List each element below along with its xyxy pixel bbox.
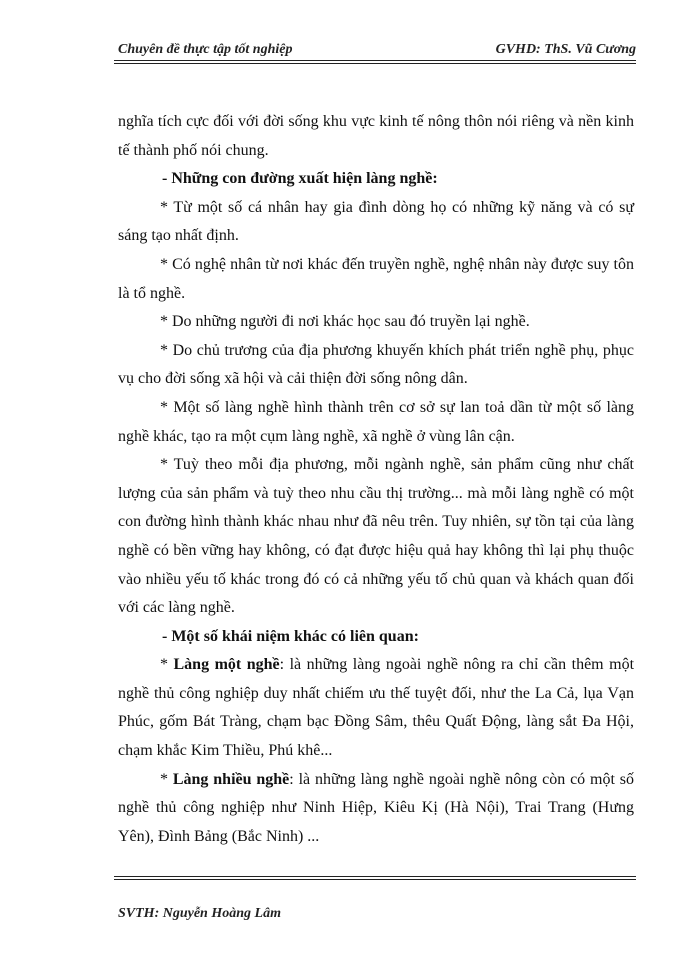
term-single-craft: Làng một nghề — [173, 656, 280, 674]
header-advisor: GVHD: ThS. Vũ Cương — [495, 42, 636, 57]
header-divider — [114, 63, 636, 64]
footer-divider-secondary — [114, 879, 636, 880]
header-title: Chuyên đề thực tập tốt nghiệp — [118, 42, 293, 57]
bullet-marker: * — [160, 656, 174, 674]
definition-single-craft: : là những làng ngoài nghề nông ra chỉ cần thêm một nghề thủ công nghiệp duy nhất chiếm ưu thế tuyệt đối, như the La Cả, lụa Vạn Phúc, gốm Bát Tràng, chạm bạc Đồng Sâm, thêu Quất Động, làng sắt Đa Hội, chạm khắc Kim Thiều, Phú khê... — [118, 656, 635, 760]
paragraph-origin-4: * Do chủ trương của địa phương khuyến khích phát triển nghề phụ, phục vụ cho đời sống xã hội và cải thiện đời sống nông dân. — [118, 341, 634, 388]
paragraph-origin-summary: * Tuỳ theo mỗi địa phương, mỗi ngành nghề, sản phẩm cũng như chất lượng của sản phẩm và tuỳ theo nhu cầu thị trường... mà mỗi làng nghề có một con đường hình thành khác nhau như đã nêu trên. Tuy nhiên, sự tồn tại của làng nghề có bền vững hay không, có đạt được hiệu quả hay không thì lại phụ thuộc vào nhiều yếu tố khác trong đó có cả những yếu tố chủ quan và khách quan đối với các làng nghề. — [118, 456, 634, 617]
paragraph-origin-1: * Từ một số cá nhân hay gia đình dòng họ có những kỹ năng và có sự sáng tạo nhất định. — [118, 198, 634, 245]
paragraph-single-craft-village — [118, 651, 634, 765]
document-body — [118, 108, 634, 851]
section-heading-origins: - Những con đường xuất hiện làng nghề: — [162, 170, 438, 188]
paragraph-origin-3: * Do những người đi nơi khác học sau đó truyền lại nghề. — [160, 313, 530, 331]
paragraph-origin-5: * Một số làng nghề hình thành trên cơ sở sự lan toả dần từ một số làng nghề khác, tạo ra một cụm làng nghề, xã nghề ở vùng lân cận. — [118, 398, 634, 445]
page-footer: SVTH: Nguyễn Hoàng Lâm — [118, 906, 281, 921]
paragraph-multi-craft-village — [118, 766, 634, 852]
paragraph-origin-2: * Có nghệ nhân từ nơi khác đến truyền nghề, nghệ nhân này được suy tôn là tổ nghề. — [118, 255, 634, 302]
paragraph-continuation: nghĩa tích cực đối với đời sống khu vực kinh tế nông thôn nói riêng và nền kinh tế thành phố nói chung. — [118, 113, 634, 159]
bullet-marker: * — [160, 770, 173, 788]
page-header — [114, 38, 636, 61]
definition-multi-craft: : là những làng nghề ngoài nghề nông còn có một số nghề thủ công nghiệp như Ninh Hiệp, Kiêu Kị (Hà Nội), Trai Trang (Hưng Yên), Đình Bảng (Bắc Ninh) ... — [118, 770, 635, 845]
footer-divider — [114, 876, 636, 877]
term-multi-craft: Làng nhiều nghề — [172, 770, 290, 788]
section-heading-concepts: - Một số khái niệm khác có liên quan: — [162, 627, 419, 645]
